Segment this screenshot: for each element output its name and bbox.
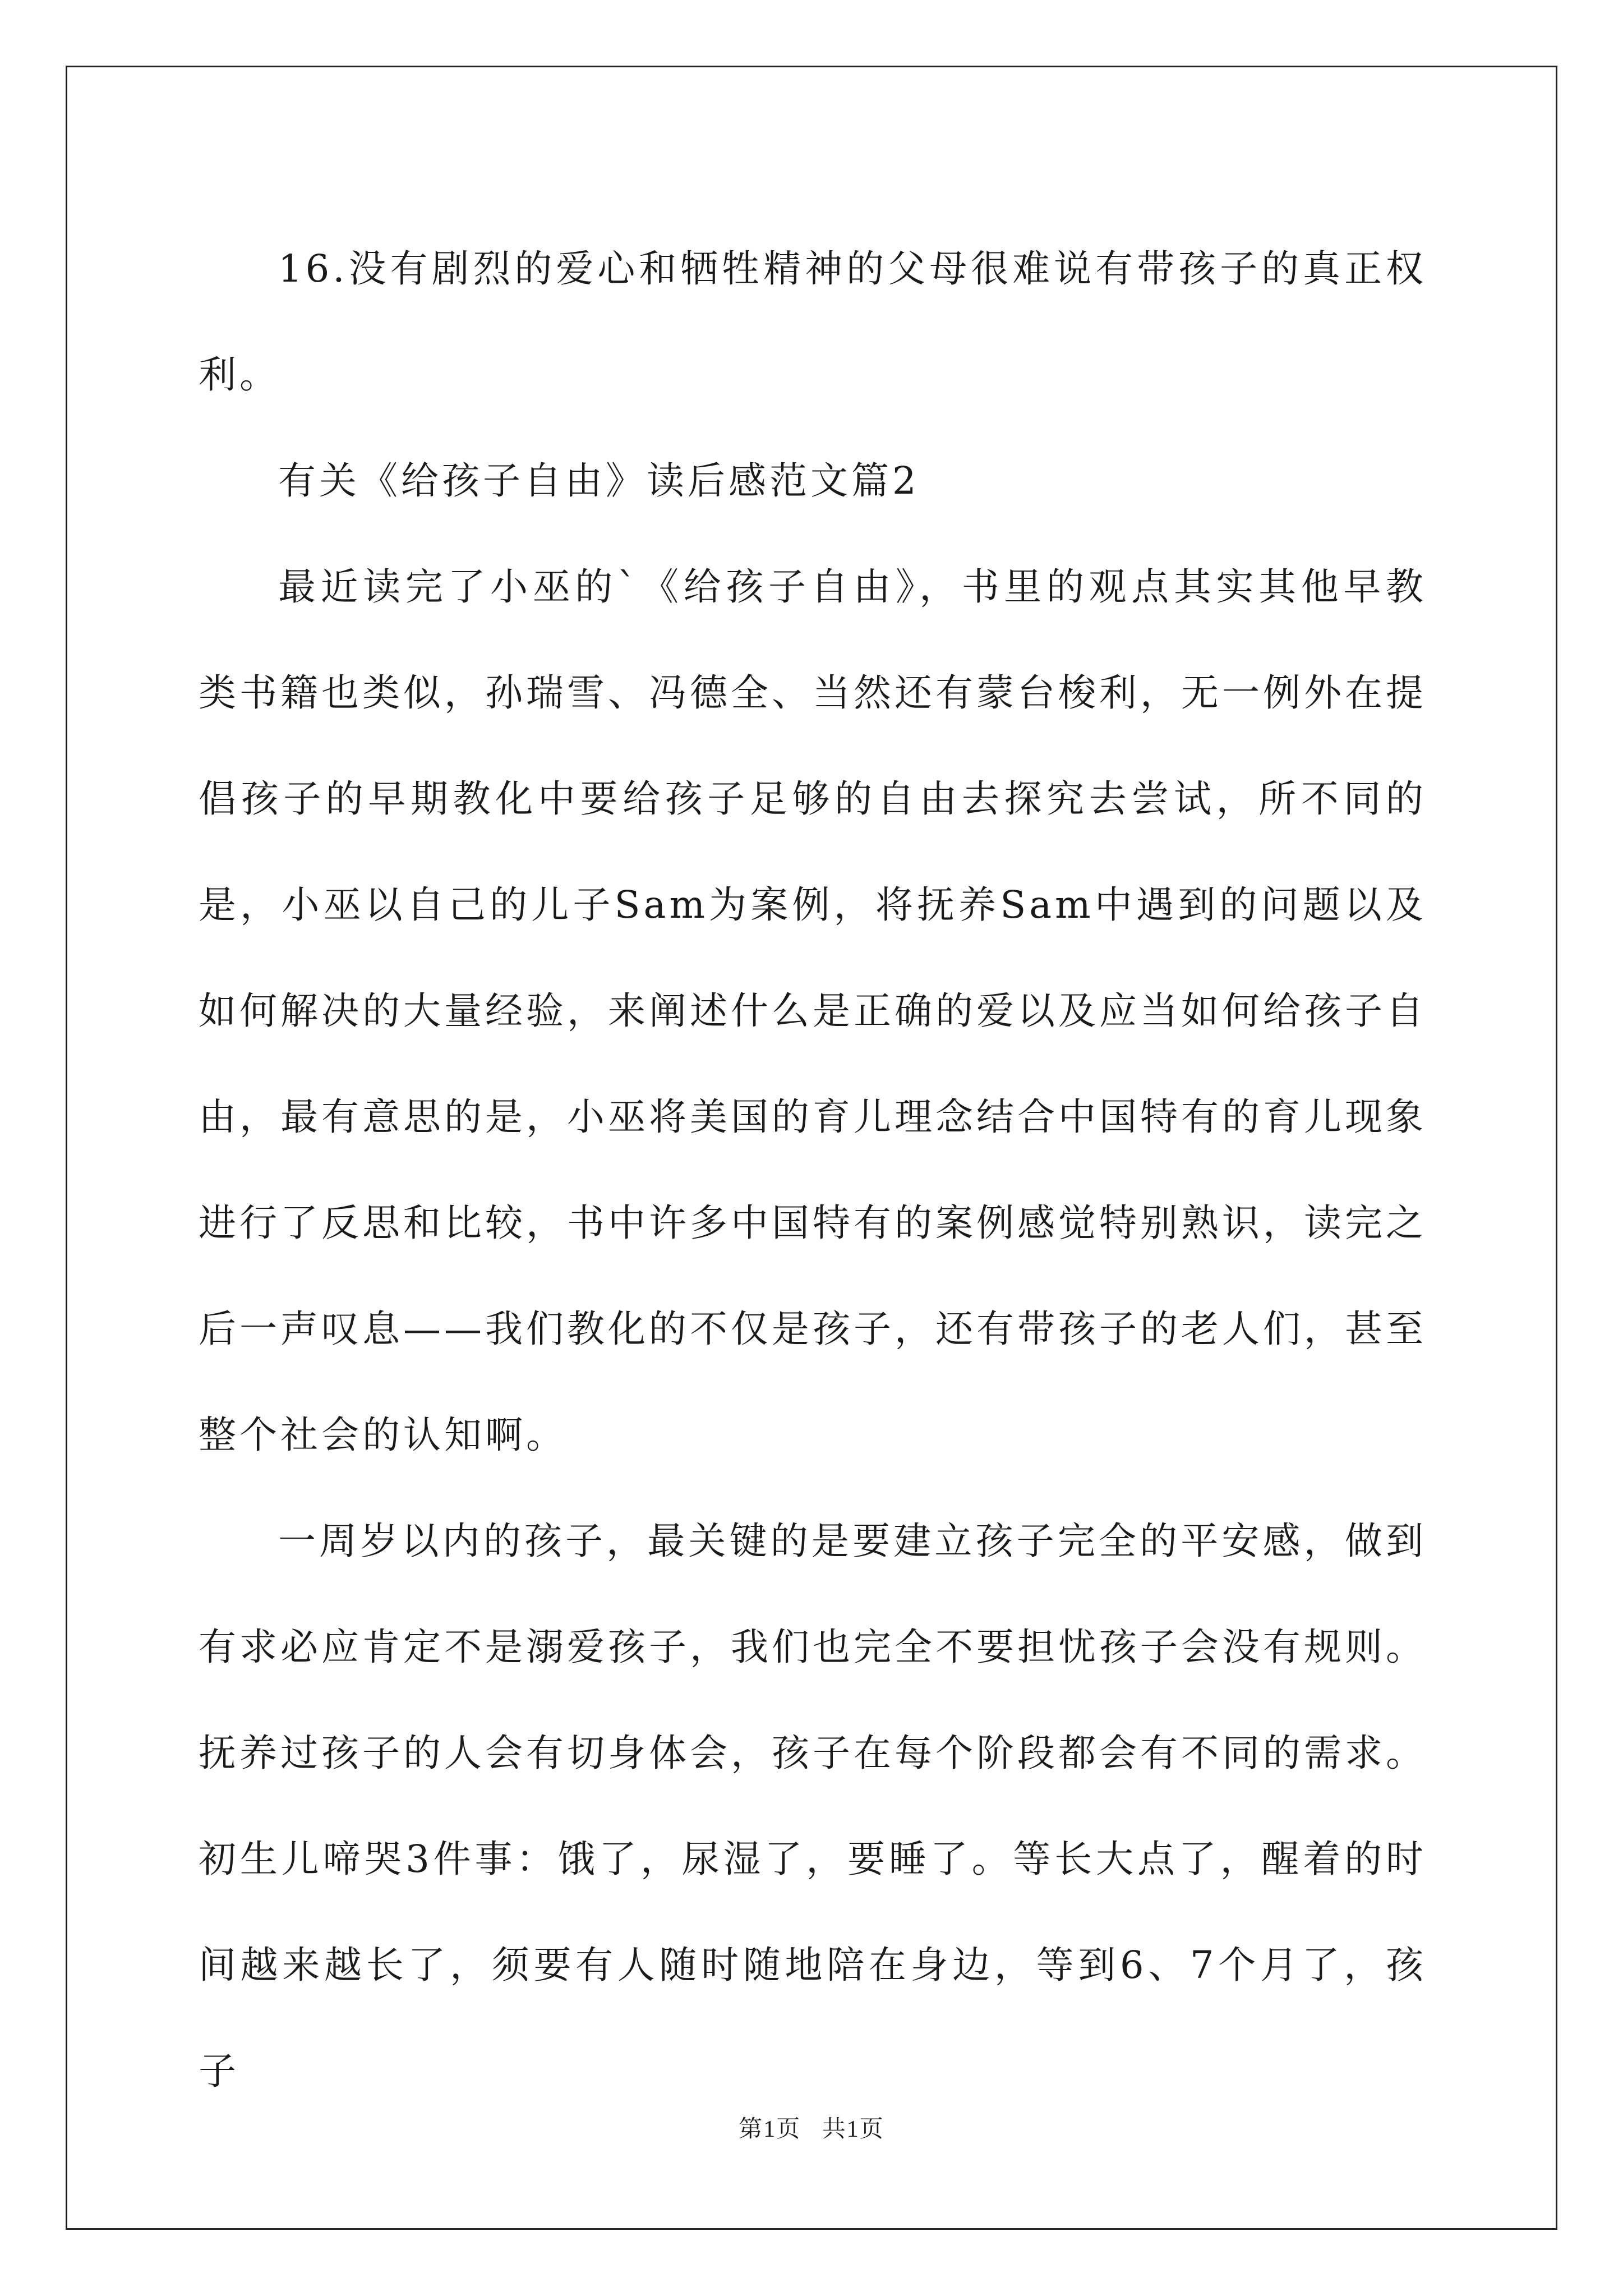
document-body (199, 216, 1427, 2124)
page-total: 共1页 (822, 2116, 884, 2142)
page-footer (0, 2110, 1623, 2144)
paragraph-2: 最近读完了小巫的`《给孩子自由》，书里的观点其实其他早教类书籍也类似，孙瑞雪、冯德全、当然还有蒙台梭利，无一例外在提倡孩子的早期教化中要给孩子足够的自由去探究去尝试，所不同的是，小巫以自己的儿子Sam为案例，将抚养Sam中遇到的问题以及如何解决的大量经验，来阐述什么是正确的爱以及应当如何给孩子自由，最有意思的是，小巫将美国的育儿理念结合中国特有的育儿现象进行了反思和比较，书中许多中国特有的案例感觉特别熟识，读完之后一声叹息——我们教化的不仅是孩子，还有带孩子的老人们，甚至整个社会的认知啊。 (199, 565, 1427, 1457)
paragraph-1: 16.没有剧烈的爱心和牺牲精神的父母很难说有带孩子的真正权利。 (199, 247, 1427, 397)
section-heading: 有关《给孩子自由》读后感范文篇2 (278, 459, 920, 503)
page-number: 第1页 (739, 2116, 801, 2142)
paragraph-3: 一周岁以内的孩子，最关键的是要建立孩子完全的平安感，做到有求必应肯定不是溺爱孩子，我们也完全不要担忧孩子会没有规则。抚养过孩子的人会有切身体会，孩子在每个阶段都会有不同的需求。初生儿啼哭3件事：饿了，尿湿了，要睡了。等长大点了，醒着的时间越来越长了，须要有人随时随地陪在身边，等到6、7个月了，孩子 (199, 1519, 1427, 2093)
